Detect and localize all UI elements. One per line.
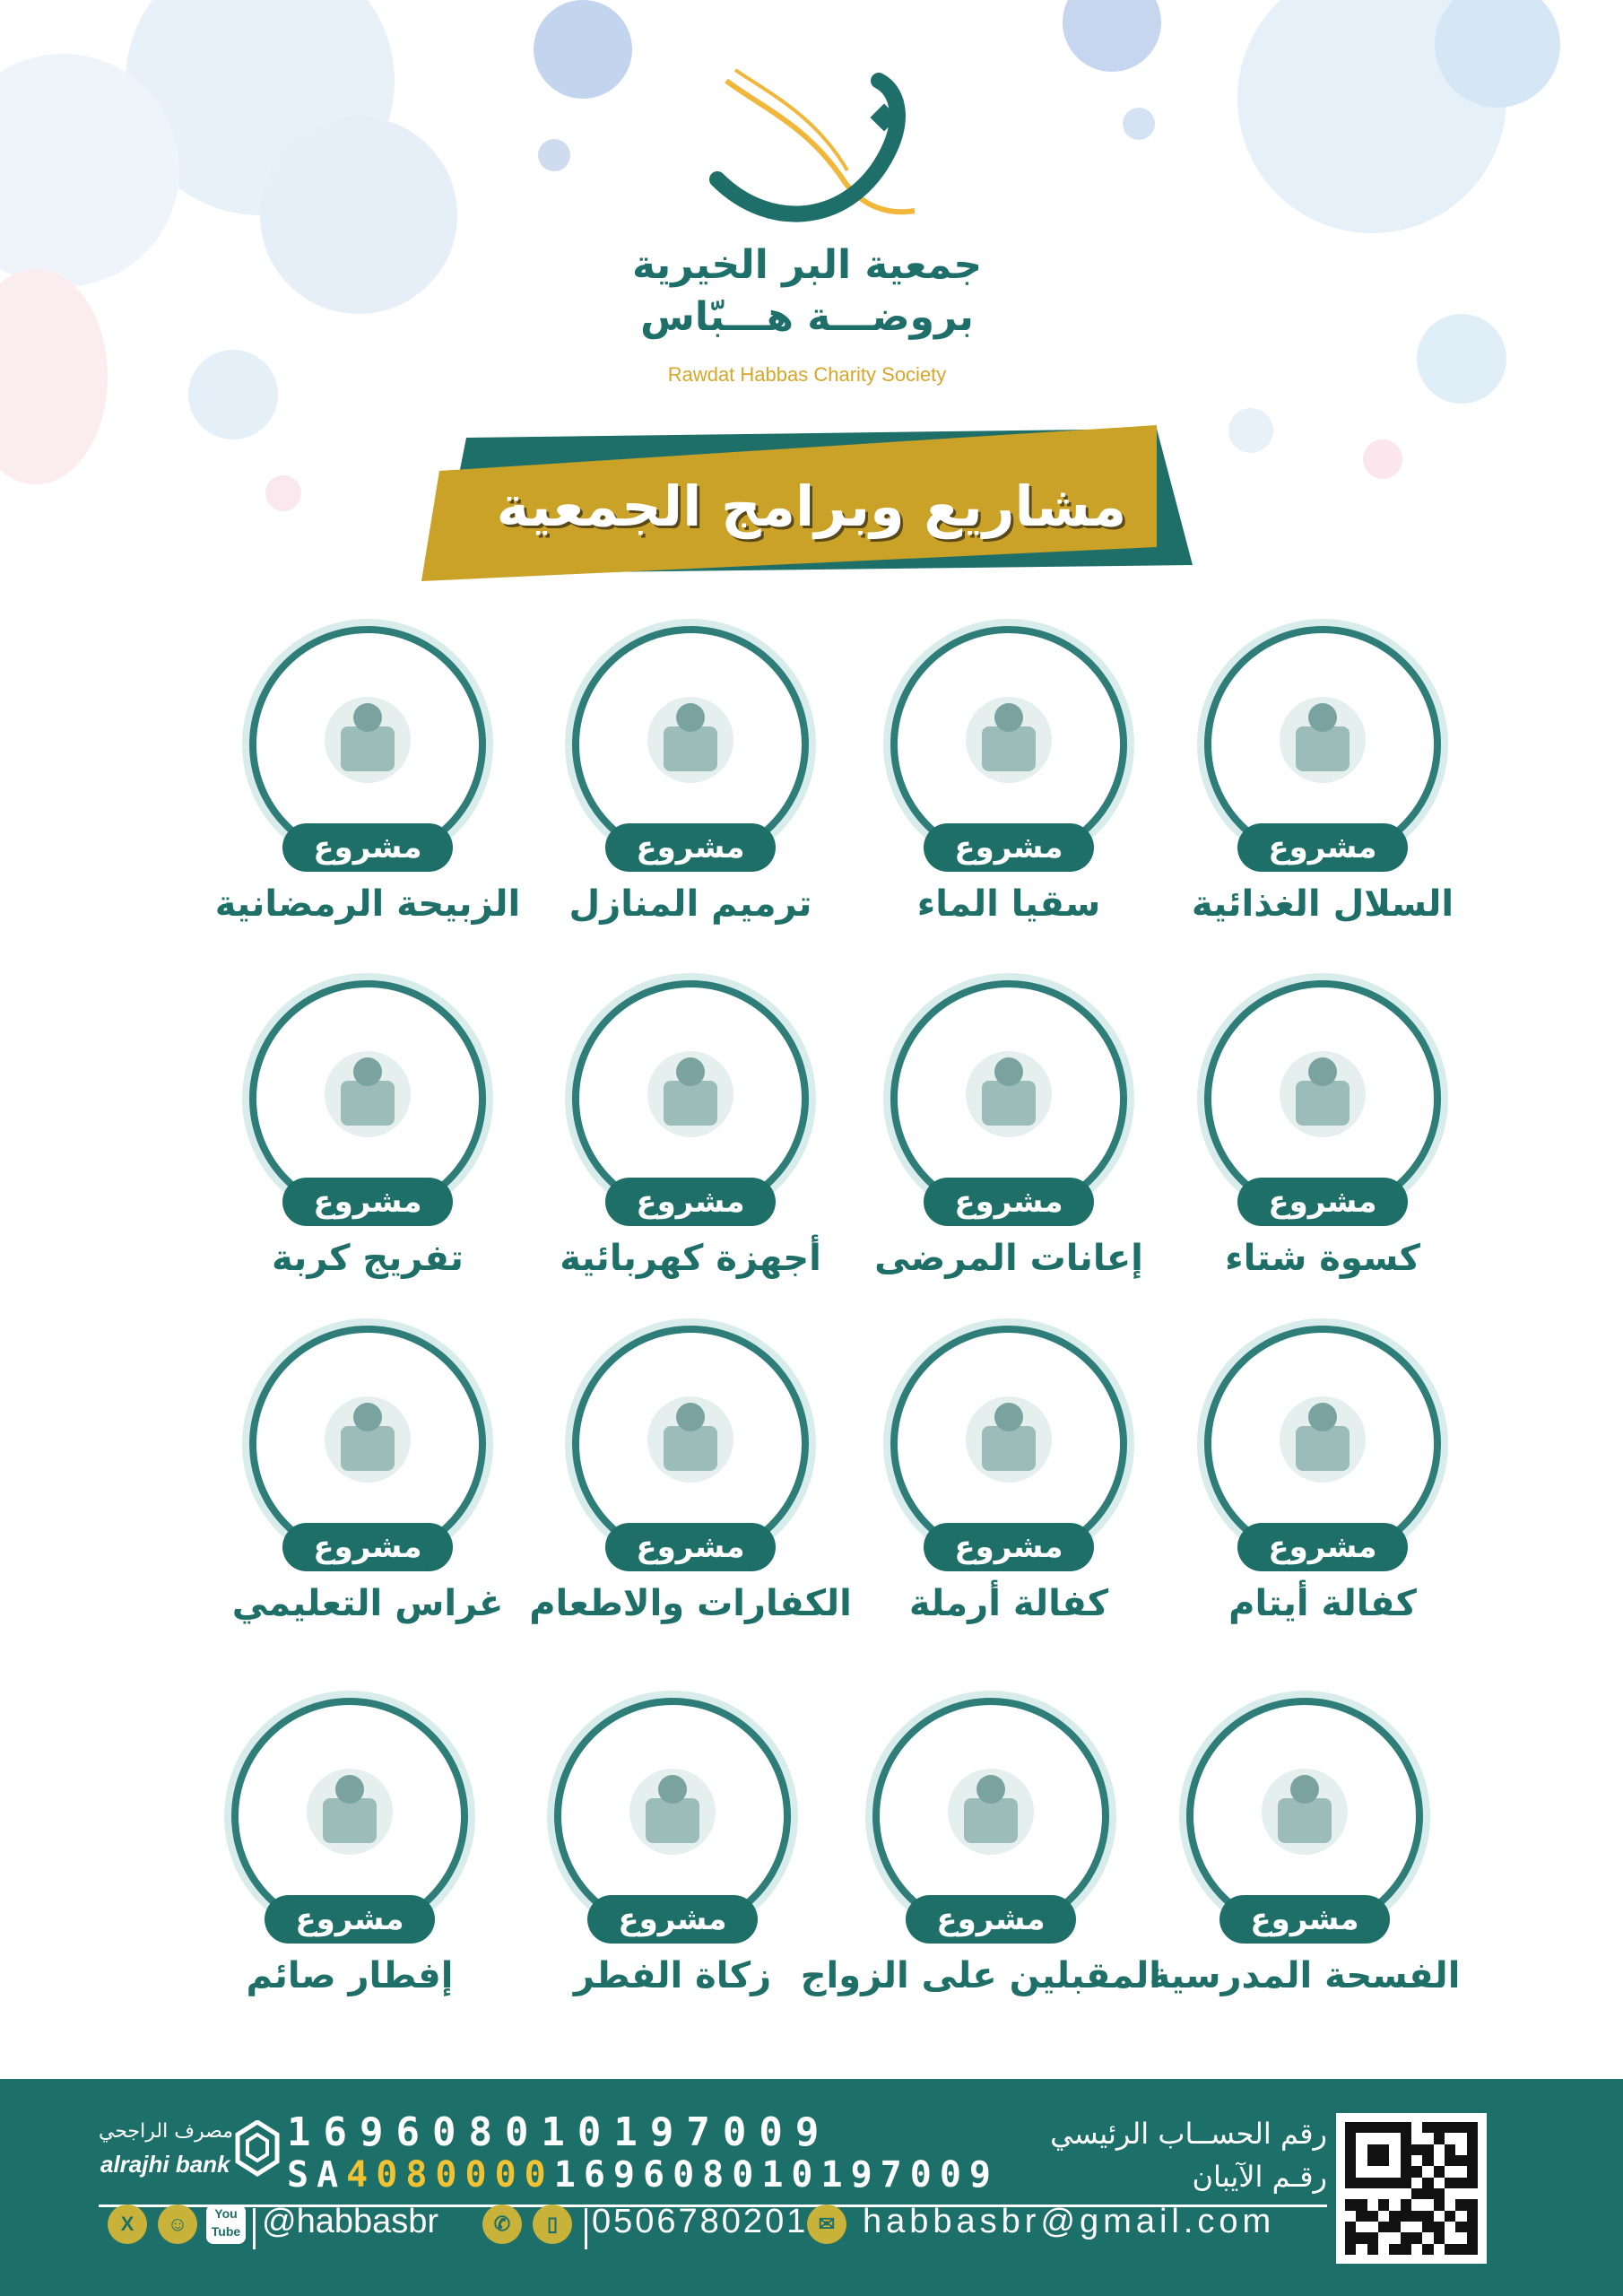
snapchat-icon[interactable]: ☺ (158, 2205, 197, 2244)
email-icon[interactable]: ✉ (807, 2205, 846, 2244)
footer-separator (253, 2208, 256, 2249)
phone-number[interactable]: 0506780201 (592, 2203, 809, 2240)
bank-name-arabic: مصرف الراجحي (99, 2120, 234, 2143)
account-number: 169608010197009 (287, 2109, 832, 2155)
bg-bubble (1363, 439, 1402, 479)
project-label: إفطار صائم (246, 1955, 454, 1996)
project-card[interactable] (215, 973, 520, 1296)
phone-icon[interactable]: ▯ (533, 2205, 572, 2244)
project-card[interactable] (215, 619, 520, 942)
project-tag: مشروع (924, 1523, 1094, 1571)
society-logo (592, 54, 1022, 395)
project-label: المقبلين على الزواج (800, 1955, 1161, 1996)
project-tag: مشروع (924, 823, 1094, 872)
logo-arabic-name: جمعية البر الخيرية (631, 242, 983, 288)
project-label: غراس التعليمي (231, 1583, 504, 1624)
account-number-label: رقم الحســاب الرئيسي (1050, 2117, 1327, 2151)
project-label: الكفارات والاطعام (529, 1583, 852, 1624)
project-card[interactable] (800, 1691, 1161, 2013)
project-tag: مشروع (605, 1178, 776, 1226)
project-tag: مشروع (282, 823, 453, 872)
project-label: كسوة شتاء (1225, 1238, 1420, 1279)
iban-label: رقـم الآيبان (1192, 2160, 1327, 2194)
project-tag: مشروع (924, 1178, 1094, 1226)
project-label: تفريج كربة (272, 1238, 464, 1279)
project-card[interactable] (1170, 619, 1475, 942)
project-card[interactable] (538, 973, 843, 1296)
project-card[interactable] (538, 619, 843, 942)
project-tag: مشروع (282, 1523, 453, 1571)
bank-name-english: alrajhi bank (100, 2151, 230, 2178)
logo-english-name: Rawdat Habbas Charity Society (667, 363, 947, 386)
bg-bubble (0, 269, 108, 484)
project-label: ترميم المنازل (568, 883, 812, 925)
bg-bubble (265, 475, 301, 511)
project-tag: مشروع (1219, 1895, 1390, 1944)
bg-bubble (188, 350, 278, 439)
project-tag: مشروع (1237, 1523, 1408, 1571)
footer (0, 2079, 1623, 2296)
logo-arabic-location: بروضـــة هـــبّاس (640, 294, 974, 340)
bg-bubble (1228, 408, 1273, 453)
project-card[interactable] (1149, 1691, 1461, 2013)
project-card[interactable] (1170, 1318, 1475, 1641)
project-tag: مشروع (265, 1895, 435, 1944)
project-tag: مشروع (282, 1178, 453, 1226)
project-label: كفالة أيتام (1228, 1583, 1417, 1624)
project-label: الزبيحة الرمضانية (214, 883, 521, 925)
banner-title: مشاريع وبرامج الجمعية (496, 474, 1127, 539)
project-tag: مشروع (906, 1895, 1076, 1944)
project-tag: مشروع (605, 823, 776, 872)
qr-code-icon (1336, 2113, 1487, 2264)
project-card[interactable] (856, 1318, 1161, 1641)
project-card[interactable] (215, 1318, 520, 1641)
project-card[interactable] (520, 1691, 825, 2013)
bg-bubble (538, 139, 570, 171)
section-banner (421, 422, 1202, 592)
bg-bubble (1417, 314, 1506, 404)
project-label: سقيا الماء (916, 883, 1101, 925)
project-label: زكاة الفطر (573, 1955, 772, 1996)
project-tag: مشروع (1237, 823, 1408, 872)
project-tag: مشروع (1237, 1178, 1408, 1226)
project-card[interactable] (856, 973, 1161, 1296)
project-card[interactable] (856, 619, 1161, 942)
project-tag: مشروع (605, 1523, 776, 1571)
project-card[interactable] (529, 1318, 852, 1641)
bg-bubble (1063, 0, 1161, 72)
whatsapp-icon[interactable]: ✆ (482, 2205, 522, 2244)
iban-number: SA4080000169608010197009 (287, 2154, 999, 2196)
project-tag: مشروع (587, 1895, 758, 1944)
social-handle[interactable]: @habbasbr (262, 2203, 439, 2240)
bank-logo-icon (235, 2120, 280, 2178)
project-label: إعانات المرضى (874, 1238, 1143, 1279)
project-card[interactable] (1170, 973, 1475, 1296)
bg-bubble (260, 117, 457, 314)
logo-mark-icon (664, 54, 950, 233)
x-twitter-icon[interactable]: X (108, 2205, 147, 2244)
youtube-icon[interactable]: You Tube (206, 2205, 246, 2244)
email-address[interactable]: habbasbr@gmail.com (863, 2203, 1276, 2240)
project-label: كفالة أرملة (908, 1583, 1109, 1624)
footer-separator (585, 2208, 587, 2249)
project-card[interactable] (197, 1691, 502, 2013)
bg-bubble (1123, 108, 1155, 140)
project-label: أجهزة كهربائية (560, 1238, 821, 1279)
project-label: السلال الغذائية (1191, 883, 1454, 925)
project-label: الفسحة المدرسية (1149, 1955, 1461, 1996)
